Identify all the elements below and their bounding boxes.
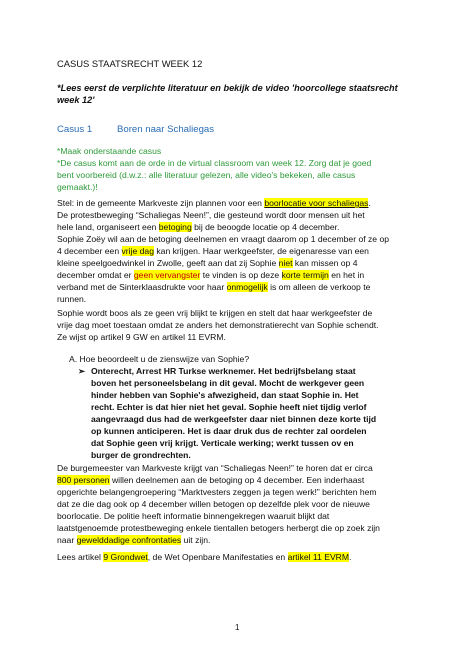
para-line: opgerichte belangengroepering “Marktvesters zeggen ja tegen werk!” berichten hem: [57, 487, 377, 497]
answer-line: recht. Echter is dat hier niet het geval. Sophie heeft niet tijdig verlof: [91, 402, 367, 412]
answer-line: Onterecht, Arrest HR Turkse werknemer. Het bedrijfsbelang staat: [91, 366, 356, 376]
highlight-geen-vervangster: geen vervangster: [133, 270, 201, 280]
text-run: december omdat er: [57, 270, 134, 280]
intro-line: week 12': [57, 95, 95, 105]
para-line: De burgemeester van Markveste krijgt van “Schaliegas Neen!” te horen dat er circa: [57, 463, 373, 473]
para-line: vrije dag moet toestaan omdat ze anders het demonstratierecht van Sophie schendt.: [57, 320, 379, 330]
text-run: .: [368, 198, 371, 208]
document-title: [57, 58, 417, 70]
para-line: Sophie Zoëy wil aan de betoging deelnemen en vraagt daarom op 1 december of ze op: [57, 234, 390, 244]
notes-line: bent voorbereid (d.w.z.: alle literatuur gelezen, alle video's bekeken, alle casus: [57, 170, 356, 180]
para-line: [57, 281, 417, 293]
para-line: dat ze die dag ook op 4 december willen betogen op dezelfde plek voor de nieuwe: [57, 499, 370, 509]
casus-paragraph-3: [57, 462, 417, 546]
document-title-text: CASUS STAATSRECHT WEEK 12: [57, 58, 203, 69]
highlight-korte-termijn: korte termijn: [281, 270, 329, 280]
para-line: Sophie wordt boos als ze geen vrij blijkt te krijgen en stelt dat haar werkgeefster de: [57, 308, 373, 318]
text-run: verband met de Sinterklaasdrukte voor haar: [57, 282, 227, 292]
text-run: te vinden is op deze: [200, 270, 282, 280]
para-line: [57, 221, 417, 233]
highlight-9-grondwet: 9 Grondwet: [103, 552, 148, 562]
answer-line: boven het personeelsbelang in dit geval. Mocht de werkgever geen: [91, 378, 365, 388]
casus-number: Casus 1: [57, 124, 93, 135]
text-run: .: [349, 552, 352, 562]
text-run: hele land, organiseert een: [57, 222, 159, 232]
text-run: kleine speelgoedwinkel in Zwolle, geeft aan dat zij Sophie: [57, 258, 279, 268]
highlight-betoging: betoging: [158, 222, 192, 232]
text-run: bij de beoogde locatie op 4 december.: [191, 222, 340, 232]
para-line: laatstgenoemde protestbeweging enkele tientallen betogers herbergt die op zoek zijn: [57, 523, 380, 533]
para-line: [57, 474, 417, 486]
text-run: 4 december een: [57, 246, 122, 256]
casus-notes: [57, 145, 417, 193]
text-run: kan krijgen. Haar werkgeefster, de eigenaresse van een: [153, 246, 369, 256]
intro-line: *Lees eerst de verplichte literatuur en bekijk de video 'hoorcollege staatsrecht: [57, 83, 398, 93]
highlight-800-personen: 800 personen: [57, 475, 110, 485]
answer-line: hinder hebben van Sophie's afwezigheid, dan staat Sophie in. Het: [91, 390, 359, 400]
highlight-gewelddadige-confrontaties: gewelddadige confrontaties: [76, 535, 182, 545]
para-line: [57, 257, 417, 269]
text-run: , de Wet Openbare Manifestaties en: [147, 552, 288, 562]
casus-heading: [57, 124, 417, 136]
text-run: willen deelnemen aan de betoging op 4 december. Een inderhaast: [109, 475, 365, 485]
intro-instruction: [57, 82, 417, 106]
notes-line: *De casus komt aan de orde in de virtual classroom van week 12. Zorg dat je goed: [57, 158, 372, 168]
para-line: boorlocatie. De politie heeft informatie binnengekregen waaruit blijkt dat: [57, 511, 330, 521]
answer-line: dat Sophie geen vrij krijgt. Verticale werking; werkt tussen ov en: [91, 438, 354, 448]
text-run: Lees artikel: [57, 552, 104, 562]
answer-a: [78, 365, 416, 461]
answer-line: op kunnen anticiperen. Het is daar druk dus de rechter zal oordelen: [91, 426, 367, 436]
highlight-niet: niet: [278, 258, 293, 268]
para-line: [57, 197, 417, 209]
question-a-text: A. Hoe beoordeelt u de zienswijze van Sophie?: [69, 354, 250, 364]
answer-line: aangevraagd dus had de werkgeefster daar niet binnen deze korte tijd: [91, 414, 377, 424]
highlight-artikel-11-evrm: artikel 11 EVRM: [287, 552, 350, 562]
arrow-bullet-icon: ➢: [78, 366, 86, 376]
notes-line: *Maak onderstaande casus: [57, 146, 162, 156]
para-line: [57, 269, 417, 281]
para-line: Ze wijst op artikel 9 GW en artikel 11 EVRM.: [57, 332, 226, 342]
para-line: [57, 245, 417, 257]
para-line: runnen.: [57, 294, 87, 304]
page-number: [235, 622, 239, 634]
question-a: [69, 353, 249, 365]
text-run: is om alleen de verkoop te: [267, 282, 371, 292]
casus-paragraph-4: [57, 551, 417, 563]
highlight-boorlocatie: boorlocatie voor schaliegas: [264, 198, 369, 208]
para-line: [57, 534, 417, 546]
text-run: uit zijn.: [181, 535, 211, 545]
page-number-text: 1: [235, 623, 240, 632]
text-run: naar: [57, 535, 77, 545]
answer-line: burger de grondrechten.: [91, 450, 191, 460]
text-run: kan missen op 4: [292, 258, 358, 268]
para-line: De protestbeweging “Schaliegas Neen!”, die gesteund wordt door mensen uit het: [57, 210, 365, 220]
casus-title: Boren naar Schaliegas: [117, 124, 215, 135]
text-run: Stel: in de gemeente Markveste zijn plannen voor een: [57, 198, 265, 208]
casus-paragraph-1: [57, 197, 417, 305]
text-run: en het in: [328, 270, 365, 280]
notes-line: gemaakt.)!: [57, 182, 98, 192]
highlight-onmogelijk: onmogelijk: [226, 282, 268, 292]
highlight-vrije-dag: vrije dag: [121, 246, 154, 256]
casus-paragraph-2: [57, 307, 417, 343]
para-line: [57, 551, 417, 563]
